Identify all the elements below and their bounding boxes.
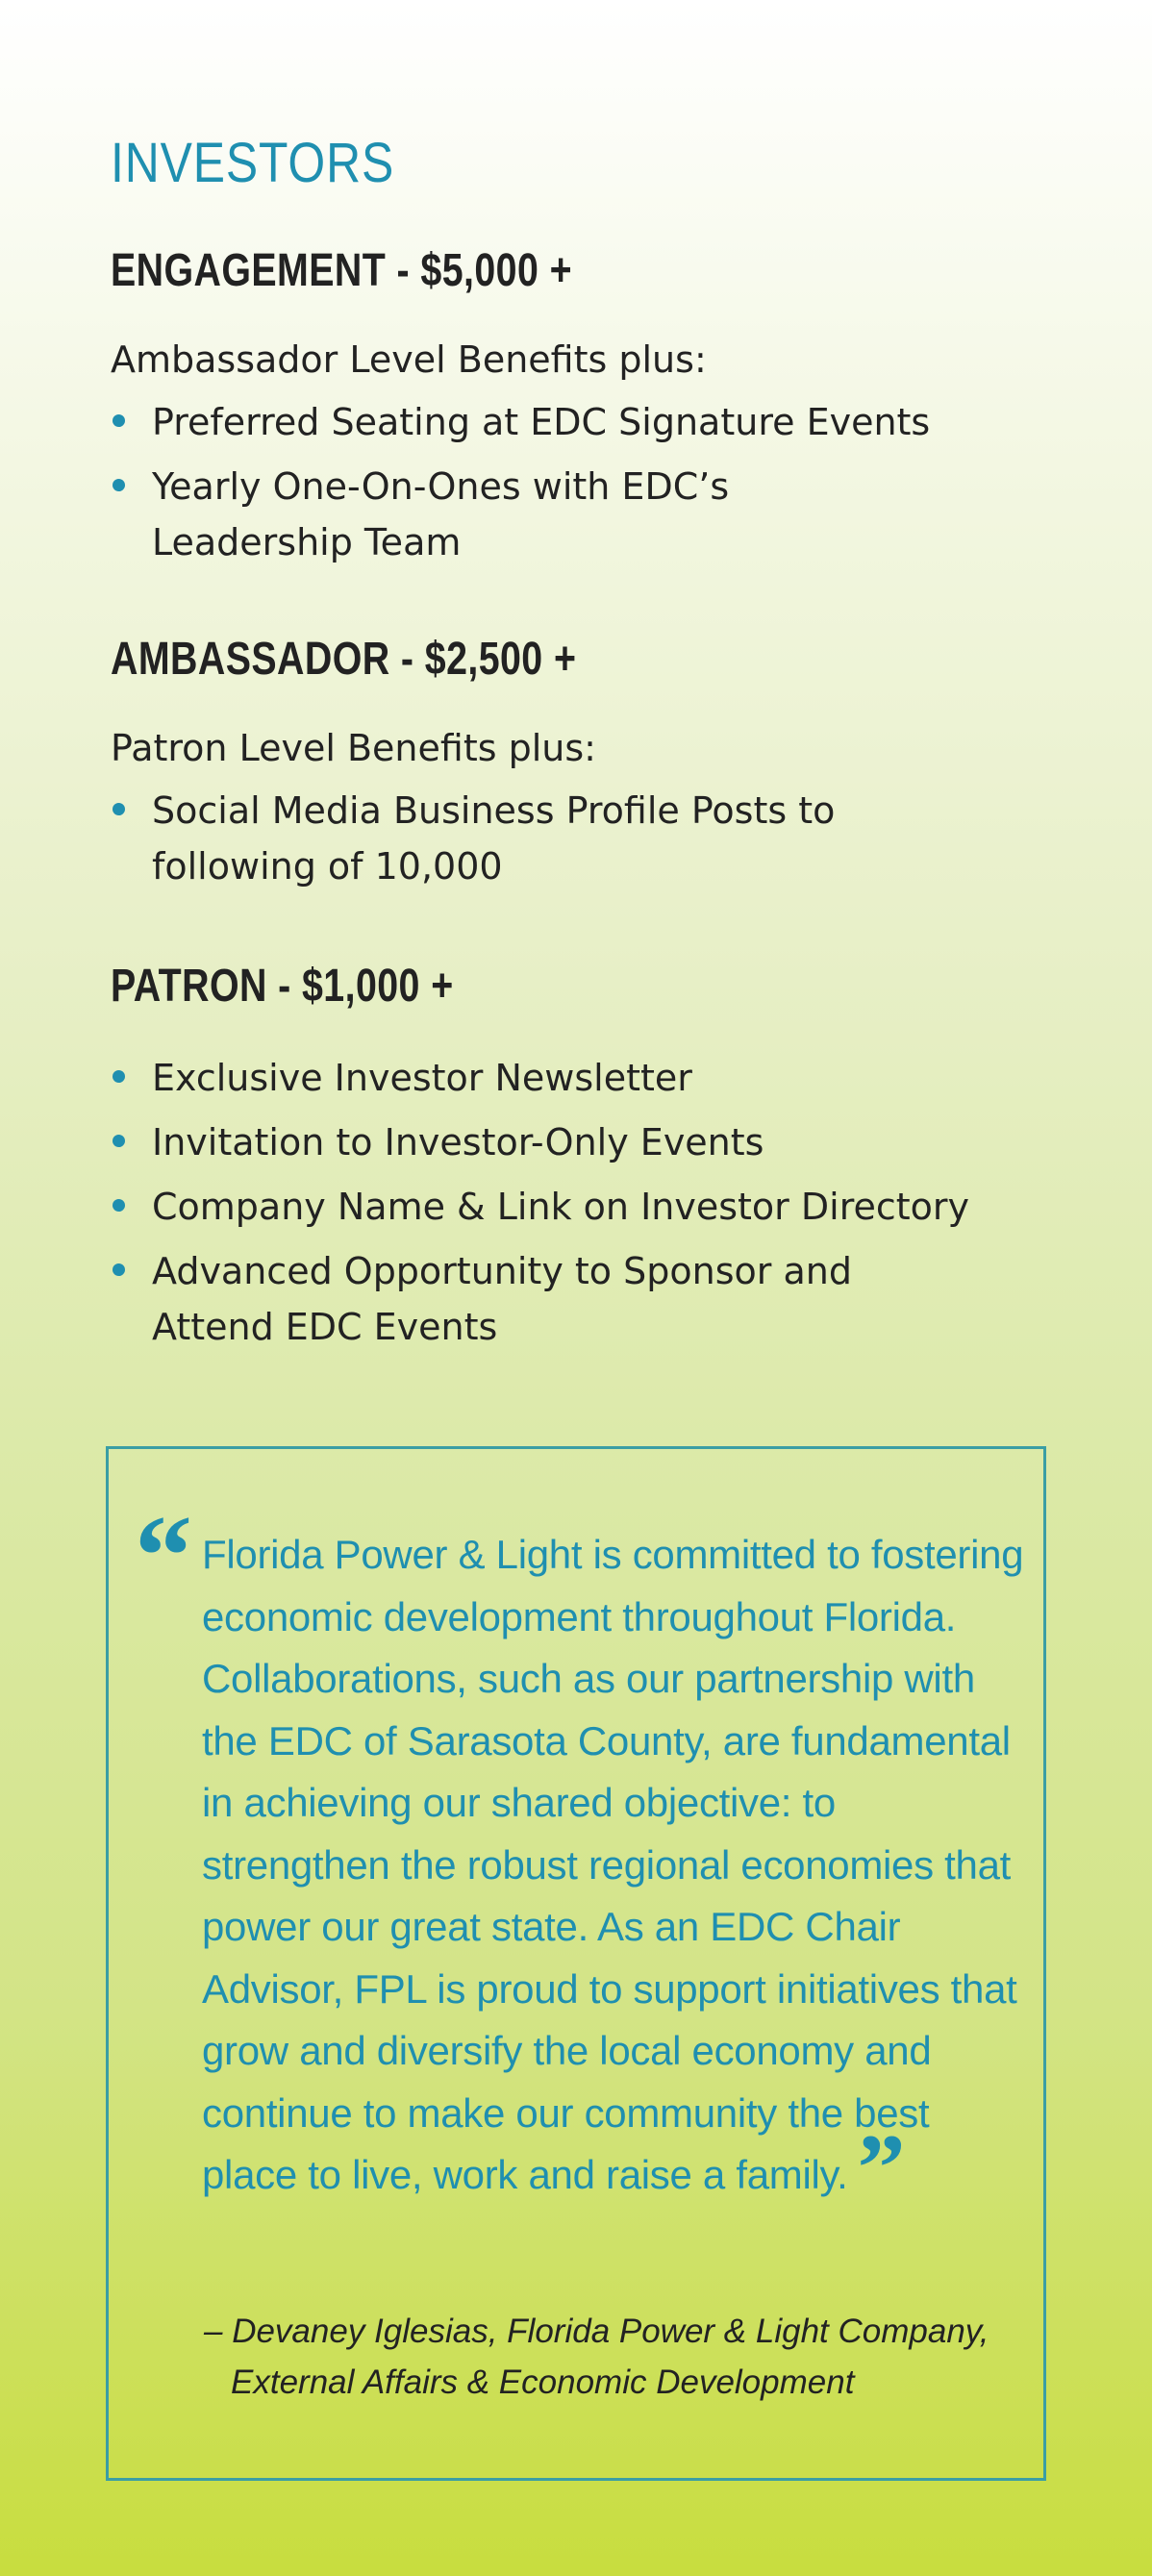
benefit-item bbox=[111, 1114, 1056, 1170]
open-quote-icon: “ bbox=[135, 1491, 192, 1619]
attribution-line-1: – Devaney Iglesias, Florida Power & Light Company, bbox=[204, 2313, 989, 2350]
benefit-item bbox=[111, 1050, 1056, 1106]
benefit-item bbox=[111, 394, 1056, 450]
section-title: INVESTORS bbox=[111, 132, 395, 194]
benefit-text: Company Name & Link on Investor Directory bbox=[152, 1186, 970, 1228]
testimonial-attribution bbox=[204, 2306, 1021, 2408]
benefit-item bbox=[111, 1179, 1056, 1235]
benefit-item bbox=[111, 459, 844, 570]
benefit-text: Exclusive Investor Newsletter bbox=[152, 1057, 692, 1099]
bullet-icon bbox=[113, 479, 125, 491]
benefit-item bbox=[111, 1243, 979, 1355]
benefit-text: Advanced Opportunity to Sponsor and Attend EDC Events bbox=[152, 1250, 852, 1348]
bullet-icon bbox=[113, 1199, 125, 1212]
bullet-icon bbox=[113, 803, 125, 815]
benefit-text: Invitation to Investor-Only Events bbox=[152, 1121, 764, 1163]
tier-heading-engagement: ENGAGEMENT - $5,000 + bbox=[111, 245, 572, 296]
benefit-text: Yearly One-On-Ones with EDC’s Leadership Team bbox=[152, 465, 730, 563]
benefit-text: Preferred Seating at EDC Signature Events bbox=[152, 401, 931, 443]
tier-heading-ambassador: AMBASSADOR - $2,500 + bbox=[111, 634, 577, 685]
bullet-icon bbox=[113, 1263, 125, 1276]
tier-heading-patron: PATRON - $1,000 + bbox=[111, 961, 454, 1012]
benefit-item bbox=[111, 783, 940, 894]
bullet-icon bbox=[113, 1135, 125, 1147]
benefits-list-ambassador bbox=[111, 783, 940, 903]
bullet-icon bbox=[113, 1070, 125, 1083]
benefits-list-engagement bbox=[111, 394, 1056, 579]
tier-lead-engagement: Ambassador Level Benefits plus: bbox=[111, 338, 707, 381]
attribution-line-2: External Affairs & Economic Development bbox=[231, 2363, 855, 2401]
benefits-list-patron bbox=[111, 1050, 1056, 1363]
benefit-text: Social Media Business Profile Posts to following of 10,000 bbox=[152, 789, 836, 888]
bullet-icon bbox=[113, 414, 125, 427]
close-quote-icon: ” bbox=[857, 2114, 906, 2221]
testimonial-quote-text: Florida Power & Light is committed to fostering economic development throughout Florida. Collaborations, such as our partnership with the EDC of Sarasota County, are fundamental in achieving our shared objective: to strengthen the robust regional economies that power our great state. As an EDC Chair Advisor, FPL is proud to support initiatives that grow and diversify the local economy and continue to make our community the best place to live, work and raise a family. bbox=[202, 1532, 1024, 2197]
testimonial-quote bbox=[202, 1524, 1029, 2221]
tier-lead-ambassador: Patron Level Benefits plus: bbox=[111, 727, 596, 769]
